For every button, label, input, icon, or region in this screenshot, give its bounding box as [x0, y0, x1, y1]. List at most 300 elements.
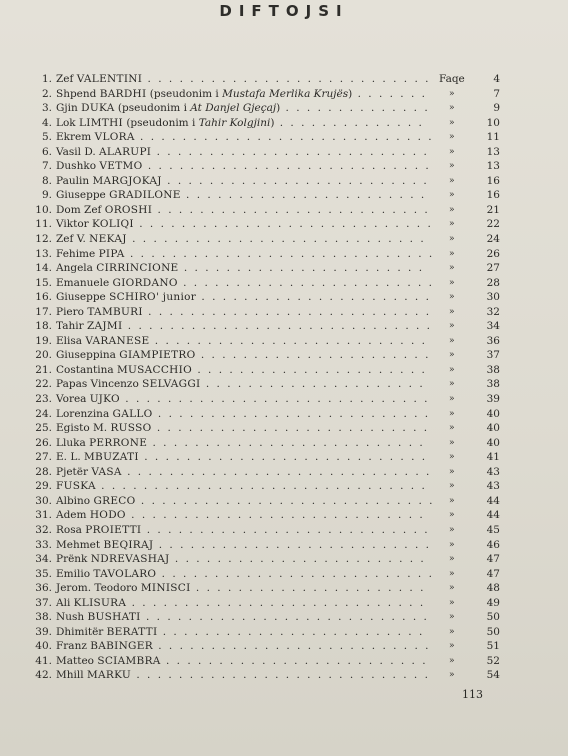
entry-number: 20.: [35, 349, 52, 362]
pseudonym-close: ): [270, 116, 275, 129]
entry-text: [56, 610, 429, 625]
author-given-name: Ali: [56, 596, 71, 609]
ditto-mark: »: [449, 350, 455, 361]
author-given-name: Albino: [56, 494, 91, 507]
toc-entry: [30, 72, 500, 87]
author-surname: UJKO: [89, 393, 120, 406]
author-surname: VETMO: [99, 160, 143, 173]
author-given-name: Gjin: [56, 102, 78, 115]
toc-entry: [30, 654, 500, 669]
ditto-mark: »: [449, 510, 455, 521]
entry-text: [56, 581, 425, 596]
entry-text: [56, 217, 433, 232]
author-surname: FUSKA: [56, 480, 96, 493]
entry-text: [56, 276, 434, 291]
dot-leader: . . . . . . . . . . . . . . . . . . . . . . . . . . .: [141, 523, 430, 536]
entry-number: 7.: [41, 160, 52, 173]
dot-leader: . . . . . . . . . . . . . . . . . . . . . .: [190, 582, 426, 595]
entry-page-number: 40: [486, 407, 500, 420]
entry-number: 24.: [35, 407, 52, 420]
author-given-name: Emanuele: [56, 276, 110, 289]
author-surname: TAMBURI: [87, 305, 143, 318]
entry-page-number: 43: [486, 465, 500, 478]
author-surname: NDREVASHAJ: [90, 553, 170, 566]
author-given-name: Mehmet: [56, 538, 101, 551]
ditto-mark: »: [449, 234, 455, 245]
ditto-mark: »: [449, 379, 455, 390]
entry-page-number: 13: [486, 160, 500, 173]
ditto-mark: »: [449, 655, 455, 666]
author-surname: PIPA: [98, 247, 125, 260]
entry-text: [56, 654, 428, 669]
entry-number: 23.: [35, 393, 52, 406]
entry-page-number: 49: [486, 596, 500, 609]
author-surname: DUKA: [81, 102, 115, 115]
dot-leader: . . . . . . . . . . . . . . . . . . . . . . . . . . . . .: [121, 465, 432, 478]
entry-number: 3.: [41, 102, 52, 115]
ditto-mark: »: [449, 408, 455, 419]
entry-page-number: 7: [493, 87, 500, 100]
author-surname: SCIAMBRA: [97, 654, 161, 667]
dot-leader: . . . . . . . . . . . . . . . . . . . . . . . . . . . . .: [119, 393, 430, 406]
dot-leader: . . . . . . . . . . . . . . . . . . . . . . . .: [169, 553, 426, 566]
dot-leader: . . . . . . . . . . . . . . . . . . . . . .: [196, 291, 431, 304]
entry-number: 18.: [35, 320, 52, 333]
entry-text: [56, 479, 427, 494]
entry-number: 13.: [35, 247, 52, 260]
dot-leader: . . . . . . .: [352, 87, 427, 100]
toc-entry: [30, 421, 500, 436]
entry-text: [56, 508, 425, 523]
dot-leader: . . . . . . . . . . . . . . . . . . . . . . . . . . . .: [134, 131, 434, 144]
pseudonym-note: (pseudonim i: [146, 87, 223, 100]
author-surname: MARKU: [86, 669, 131, 682]
entry-number: 30.: [35, 494, 52, 507]
toc-entry: [30, 305, 500, 320]
entry-text: [56, 567, 434, 582]
entry-number: 40.: [35, 640, 52, 653]
entry-text: [56, 625, 424, 640]
entry-number: 26.: [35, 436, 52, 449]
author-surname: VARANESE: [85, 334, 150, 347]
entry-number: 10.: [35, 203, 52, 216]
dot-leader: . . . . . . . . . . . . . . . . . . . . . . . . . .: [152, 640, 431, 653]
toc-entry: [30, 407, 500, 422]
pseudonym-note: (pseudonim i: [123, 116, 199, 129]
toc-entry: [30, 174, 500, 189]
toc-entry: [30, 552, 500, 567]
author-surname: PROIETTI: [85, 523, 142, 536]
entry-text: [56, 668, 430, 683]
dot-leader: . . . . . . . . . . . . . . . . . . . . . . . . . . .: [138, 451, 428, 464]
author-surname: BABINGER: [90, 640, 153, 653]
author-given-name: Egisto M.: [56, 422, 108, 435]
entry-page-number: 16: [486, 174, 500, 187]
ditto-mark: »: [449, 306, 455, 317]
entry-number: 31.: [35, 509, 52, 522]
author-surname: MARGJOKAJ: [92, 174, 162, 187]
toc-entry: [30, 334, 500, 349]
dot-leader: . . . . . . . . . . . . . . . . . . . . . . . .: [177, 276, 435, 289]
toc-entry: [30, 217, 500, 232]
ditto-mark: »: [449, 437, 455, 448]
entry-page-number: 34: [486, 320, 500, 333]
ditto-mark: »: [449, 423, 455, 434]
ditto-mark: »: [449, 117, 455, 128]
entry-text: [56, 407, 430, 422]
ditto-mark: »: [449, 539, 455, 550]
entry-number: 9.: [41, 189, 52, 202]
entry-page-number: 37: [486, 349, 500, 362]
entry-page-number: 9: [493, 102, 500, 115]
entry-text: [56, 101, 430, 116]
entry-number: 4.: [41, 116, 52, 129]
toc-entry: [30, 596, 500, 611]
author-surname: GRADILONE: [109, 189, 181, 202]
dot-leader: . . . . . . . . . . . . . . . . . . . . . .: [195, 349, 431, 362]
ditto-mark: »: [449, 626, 455, 637]
ditto-mark: »: [449, 88, 455, 99]
dot-leader: . . . . . . . . . . . . . . . . . . . . . . .: [180, 189, 427, 202]
entry-text: [56, 552, 426, 567]
author-given-name: Emilio: [56, 567, 91, 580]
entry-page-number: 45: [486, 523, 500, 536]
entry-text: [56, 494, 434, 509]
entry-page-number: 47: [486, 553, 500, 566]
author-surname: MBUZATI: [84, 451, 139, 464]
toc-entry: [30, 203, 500, 218]
toc-entry: [30, 290, 500, 305]
ditto-mark: »: [449, 263, 455, 274]
author-surname: VASA: [91, 465, 122, 478]
entry-text: [56, 639, 430, 654]
entry-page-number: 16: [486, 189, 500, 202]
toc-entry: [30, 116, 500, 131]
entry-page-number: 39: [486, 393, 500, 406]
entry-page-number: 21: [486, 203, 500, 216]
author-given-name: Viktor: [56, 218, 89, 231]
toc-entry: [30, 610, 500, 625]
entry-text: [56, 392, 430, 407]
ditto-mark: »: [449, 292, 455, 303]
entry-page-number: 50: [486, 625, 500, 638]
ditto-mark: »: [449, 190, 455, 201]
toc-entry: [30, 348, 500, 363]
author-surname: CIRRINCIONE: [96, 262, 179, 275]
entry-page-number: 28: [486, 276, 500, 289]
entry-page-number: 51: [486, 640, 500, 653]
dot-leader: . . . . . . . . . . . . . . . . . . . . . . . . . . . .: [135, 494, 435, 507]
author-surname: KLISURA: [73, 596, 127, 609]
toc-entry: [30, 159, 500, 174]
dot-leader: . . . . . . . . . . . . . . . . . . . . . . . . .: [157, 625, 425, 638]
entry-number: 14.: [35, 262, 52, 275]
toc-entry: [30, 145, 500, 160]
entry-text: [56, 377, 425, 392]
dot-leader: . . . . . . . . . . . . . . . . . . . . . . . . . .: [152, 407, 431, 420]
toc-entry: [30, 363, 500, 378]
toc-entry: [30, 247, 500, 262]
dot-leader: . . . . . . . . . . . . . . . . . . . . . . . . . .: [147, 436, 425, 449]
entry-number: 38.: [35, 611, 52, 624]
author-given-name: Matteo: [56, 654, 94, 667]
author-given-name: Giuseppina: [56, 349, 116, 362]
entry-number: 28.: [35, 465, 52, 478]
toc-entry: [30, 581, 500, 596]
author-given-name: Elisa: [56, 334, 83, 347]
author-surname: NEKAJ: [89, 233, 127, 246]
toc-entry: [30, 261, 500, 276]
dot-leader: . . . . . . . . . . . . . .: [280, 102, 430, 115]
pseudonym-note: (pseudonim i: [114, 102, 191, 115]
author-surname: SCHIRO' junior: [109, 291, 197, 304]
author-given-name: Prënk: [56, 553, 88, 566]
entry-text: [56, 261, 424, 276]
author-given-name: Vorea: [56, 393, 87, 406]
dot-leader: . . . . . . . . . . . . . . . . . . . . . . . . . .: [152, 203, 430, 216]
author-given-name: E. L.: [56, 451, 81, 464]
dot-leader: . . . . . . . . . . . . . .: [274, 116, 424, 129]
toc-entry: [30, 465, 500, 480]
entry-number: 2.: [41, 87, 52, 100]
author-given-name: Tahir: [56, 320, 84, 333]
ditto-mark: »: [449, 219, 455, 230]
author-surname: BEQIRAJ: [103, 538, 154, 551]
entry-number: 8.: [41, 174, 52, 187]
entry-text: [56, 334, 427, 349]
entry-text: [56, 436, 425, 451]
author-given-name: Lorenzina: [56, 407, 110, 420]
entry-page-number: 54: [486, 669, 500, 682]
entry-number: 34.: [35, 553, 52, 566]
toc-entry: [30, 479, 500, 494]
ditto-mark: »: [449, 394, 455, 405]
author-surname: SELVAGGI: [142, 378, 201, 391]
toc-entry: [30, 523, 500, 538]
author-surname: GIAMPIETRO: [119, 349, 196, 362]
entry-text: [56, 363, 427, 378]
toc-entry: [30, 232, 500, 247]
entry-text: [56, 72, 430, 87]
dot-leader: . . . . . . . . . . . . . . . . . . . . . . . . .: [160, 654, 428, 667]
ditto-mark: »: [449, 175, 455, 186]
pseudonym-real-name: Tahir Kolgjini: [198, 116, 271, 129]
entry-text: [56, 145, 429, 160]
toc-entry: [30, 625, 500, 640]
entry-number: 36.: [35, 582, 52, 595]
dot-leader: . . . . . . . . . . . . . . . . . . . . . . . . . . . .: [133, 218, 433, 231]
author-given-name: Costantina: [56, 363, 114, 376]
author-surname: KOLIQI: [92, 218, 134, 231]
entry-page-number: 11: [486, 131, 500, 144]
entry-text: [56, 87, 427, 102]
entry-page-number: 38: [486, 378, 500, 391]
toc-entry: [30, 639, 500, 654]
dot-leader: . . . . . . . . . . . . . . . . . . . . . . . . . . .: [140, 611, 429, 624]
author-given-name: Piero: [56, 305, 84, 318]
dot-leader: . . . . . . . . . . . . . . . . . . . . . . . . . . . .: [131, 669, 430, 682]
entry-text: [56, 247, 434, 262]
author-given-name: Lluka: [56, 436, 86, 449]
entry-page-number: 41: [486, 451, 500, 464]
entry-text: [56, 116, 424, 131]
dot-leader: . . . . . . . . . . . . . . . . . . . . . . . . . .: [149, 334, 427, 347]
author-surname: ZAJMI: [86, 320, 123, 333]
entry-text: [56, 538, 431, 553]
page-title: DIFTOJSI: [219, 2, 349, 20]
author-given-name: Paulin: [56, 174, 90, 187]
entry-number: 17.: [35, 305, 52, 318]
dot-leader: . . . . . . . . . . . . . . . . . . . . . . . . . . .: [142, 305, 432, 318]
author-surname: TAVOLARO: [93, 567, 157, 580]
author-given-name: Franz: [56, 640, 87, 653]
entry-page-number: 32: [486, 305, 500, 318]
ditto-mark: »: [449, 554, 455, 565]
toc-entry: [30, 494, 500, 509]
dot-leader: . . . . . . . . . . . . . . . . . . . . . . . . . . . .: [126, 233, 426, 246]
toc-entry: [30, 377, 500, 392]
entry-number: 1.: [41, 73, 52, 85]
ditto-mark: »: [449, 524, 455, 535]
toc-entry: [30, 668, 500, 683]
entry-number: 22.: [35, 378, 52, 391]
ditto-mark: »: [449, 321, 455, 332]
ditto-mark: »: [449, 103, 455, 114]
entry-text: [56, 319, 432, 334]
entry-page-number: 52: [486, 654, 500, 667]
entry-text: [56, 465, 431, 480]
entry-page-number: 44: [486, 494, 500, 507]
entry-text: [56, 290, 431, 305]
entry-number: 29.: [35, 480, 52, 493]
ditto-mark: »: [449, 481, 455, 492]
entry-number: 12.: [35, 233, 52, 246]
entry-page-number: 27: [486, 262, 500, 275]
entry-page-number: 38: [486, 363, 500, 376]
author-given-name: Nush: [56, 611, 85, 624]
ditto-mark: »: [449, 204, 455, 215]
entry-number: 35.: [35, 567, 52, 580]
ditto-mark: »: [449, 364, 455, 375]
entry-page-number: 48: [486, 582, 500, 595]
ditto-mark: »: [449, 641, 455, 652]
toc-entry: [30, 188, 500, 203]
entry-page-number: 26: [486, 247, 500, 260]
author-given-name: Mhill: [56, 669, 84, 682]
entry-number: 15.: [35, 276, 52, 289]
author-surname: VLORA: [94, 131, 135, 144]
toc-entry: [30, 101, 500, 116]
ditto-mark: »: [449, 612, 455, 623]
toc-entry: [30, 87, 500, 102]
entry-page-number: 4: [493, 73, 500, 85]
author-surname: MINISCI: [140, 582, 191, 595]
table-of-contents: [30, 72, 500, 683]
entry-text: [56, 159, 431, 174]
author-surname: ALARUPI: [99, 145, 152, 158]
entry-text: [56, 188, 426, 203]
entry-number: 5.: [41, 131, 52, 144]
entry-page-number: 40: [486, 422, 500, 435]
dot-leader: . . . . . . . . . . . . . . . . . . . . . . . . . . . .: [126, 596, 426, 609]
dot-leader: . . . . . . . . . . . . . . . . . . . . . . . . . . . . .: [124, 247, 435, 260]
entry-page-number: 40: [486, 436, 500, 449]
toc-entry: [30, 538, 500, 553]
entry-number: 39.: [35, 625, 52, 638]
author-given-name: Giuseppe: [56, 189, 106, 202]
entry-number: 37.: [35, 596, 52, 609]
toc-entry: [30, 276, 500, 291]
ditto-mark: »: [449, 452, 455, 463]
toc-entry: [30, 319, 500, 334]
entry-text: [56, 232, 426, 247]
page-number: 113: [462, 688, 483, 701]
entry-page-number: 47: [486, 567, 500, 580]
author-given-name: Shpend: [56, 87, 97, 100]
entry-number: 32.: [35, 523, 52, 536]
ditto-mark: »: [449, 132, 455, 143]
entry-text: [56, 130, 434, 145]
pseudonym-close: ): [348, 87, 353, 100]
entry-number: 41.: [35, 654, 52, 667]
dot-leader: . . . . . . . . . . . . . . . . . . . . . . . . .: [161, 174, 429, 187]
dot-leader: . . . . . . . . . . . . . . . . . . . . . . . . . .: [151, 422, 430, 435]
author-surname: OROSHI: [104, 203, 153, 216]
entry-page-number: 44: [486, 509, 500, 522]
entry-page-number: 24: [486, 233, 500, 246]
ditto-mark: »: [449, 597, 455, 608]
author-given-name: Jerom. Teodoro: [56, 582, 138, 595]
author-surname: GALLO: [112, 407, 153, 420]
ditto-mark: »: [449, 248, 455, 259]
author-given-name: Fehime: [56, 247, 96, 260]
entry-page-number: 46: [486, 538, 500, 551]
entry-number: 42.: [35, 669, 52, 682]
dot-leader: . . . . . . . . . . . . . . . . . . . . . .: [192, 363, 427, 376]
author-given-name: Dom Zef: [56, 203, 102, 216]
author-surname: BERATTI: [106, 625, 158, 638]
author-surname: LIMTHI: [79, 116, 123, 129]
entry-text: [56, 174, 429, 189]
author-surname: BARDHI: [99, 87, 147, 100]
author-surname: BUSHATI: [87, 611, 141, 624]
author-given-name: Rosa: [56, 523, 82, 536]
dot-leader: . . . . . . . . . . . . . . . . . . . . . . . . . .: [153, 538, 431, 551]
author-surname: RUSSO: [110, 422, 152, 435]
author-surname: PERRONE: [89, 436, 148, 449]
entry-number: 6.: [41, 145, 52, 158]
author-surname: VALENTINI: [76, 73, 143, 85]
author-surname: MUSACCHIO: [116, 363, 192, 376]
dot-leader: . . . . . . . . . . . . . . . . . . . . . . . . . . .: [142, 73, 431, 85]
toc-entry: [30, 392, 500, 407]
entry-text: [56, 523, 430, 538]
ditto-mark: »: [449, 146, 455, 157]
author-surname: HODO: [89, 509, 126, 522]
author-given-name: Papas Vincenzo: [56, 378, 139, 391]
author-given-name: Lok: [56, 116, 76, 129]
entry-text: [56, 348, 430, 363]
ditto-mark: »: [449, 583, 455, 594]
author-given-name: Dhimitër: [56, 625, 104, 638]
pseudonym-close: ): [276, 102, 281, 115]
author-surname: GIORDANO: [112, 276, 178, 289]
author-given-name: Vasil D.: [56, 145, 96, 158]
entry-text: [56, 421, 429, 436]
dot-leader: . . . . . . . . . . . . . . . . . . . . . . . . . .: [156, 567, 434, 580]
author-given-name: Pjetër: [56, 465, 88, 478]
dot-leader: . . . . . . . . . . . . . . . . . . . . . . . . . . .: [142, 160, 431, 173]
